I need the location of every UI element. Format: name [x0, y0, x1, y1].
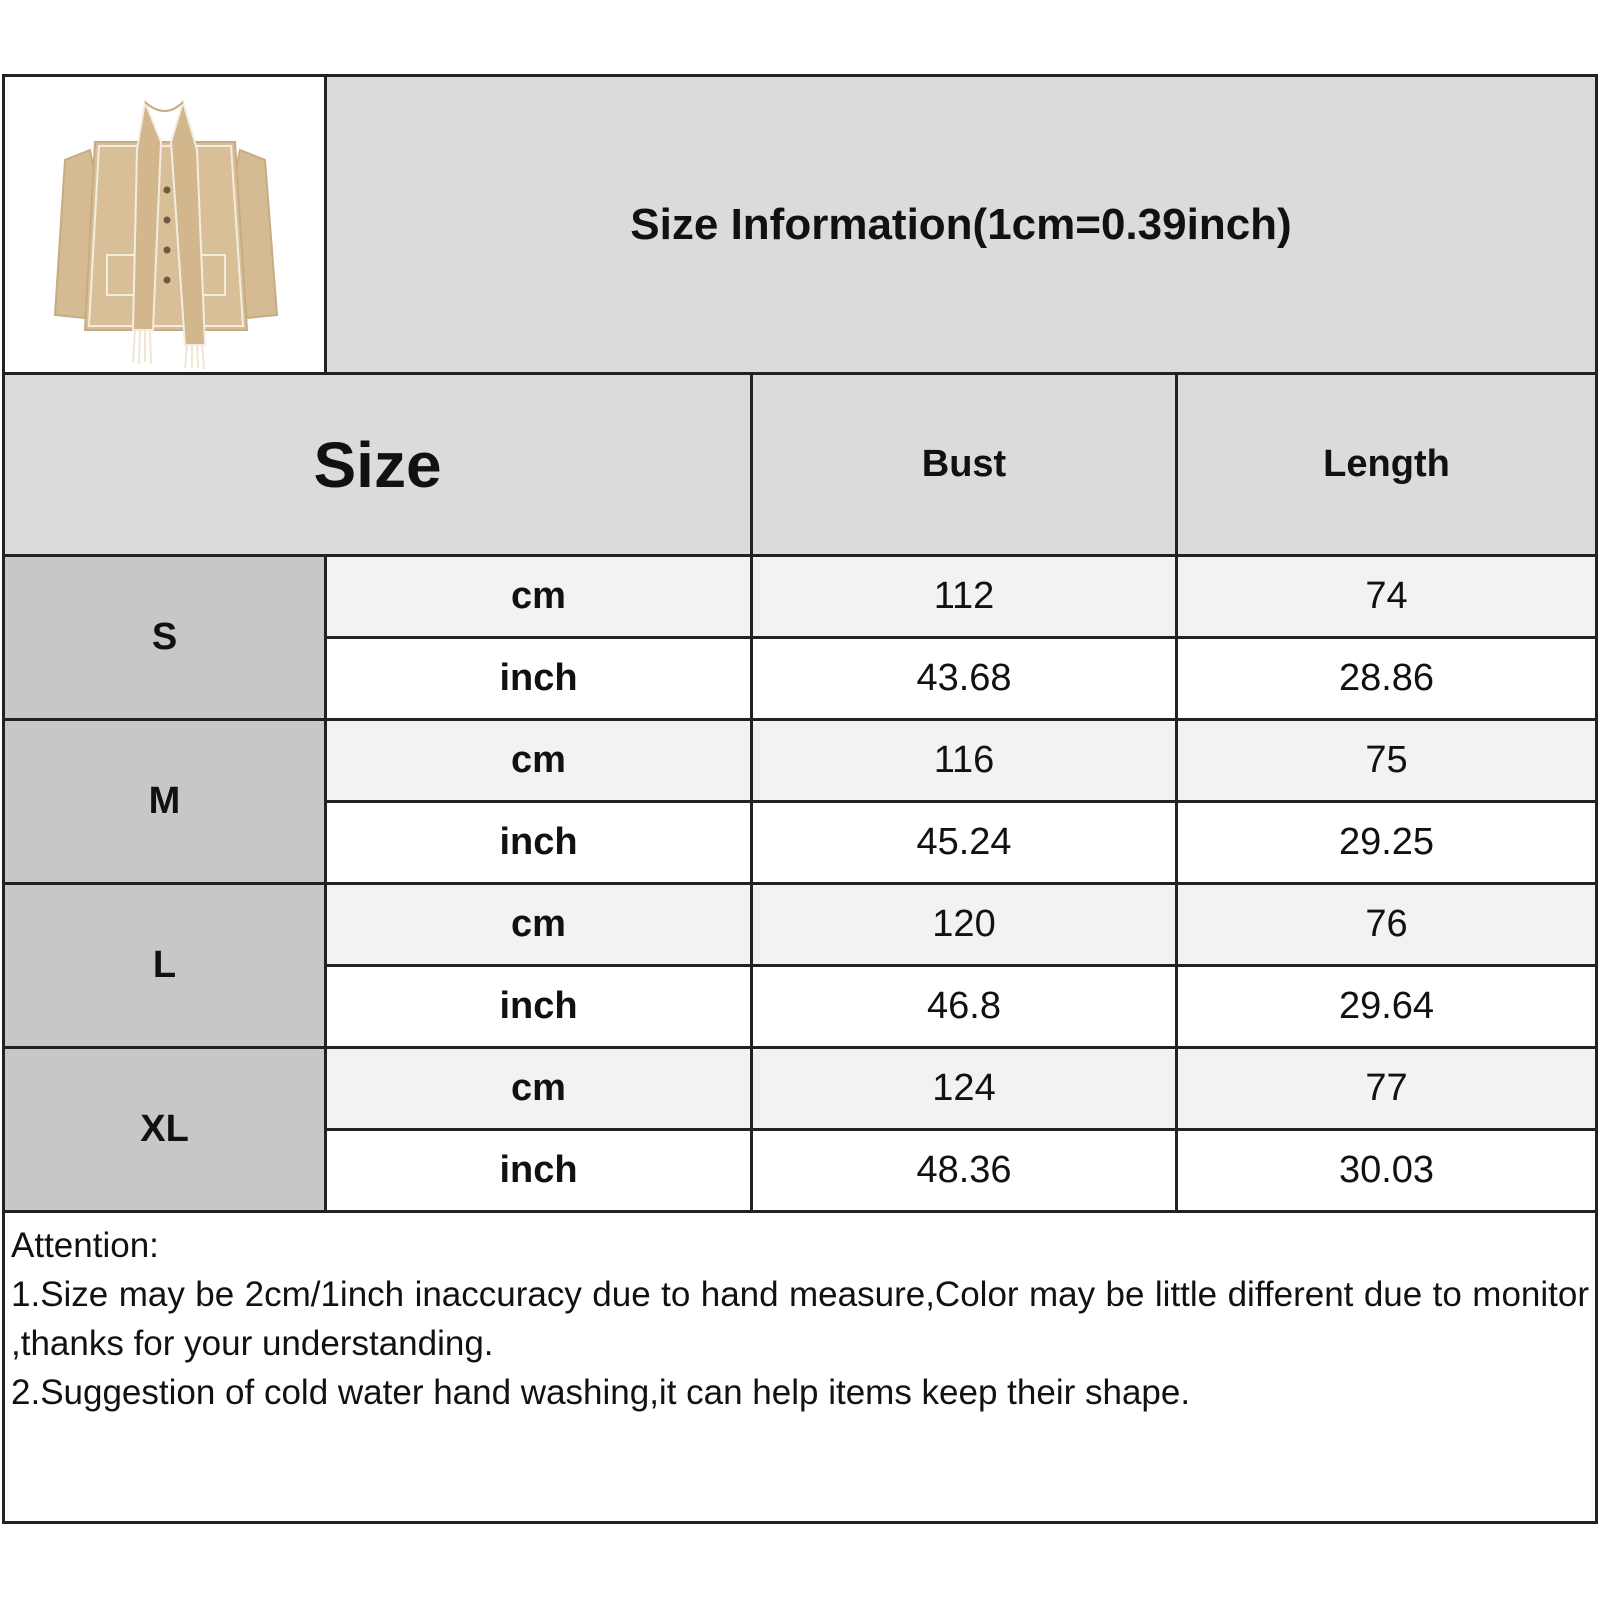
unit-inch: inch	[327, 639, 753, 721]
size-label: M	[5, 721, 327, 885]
unit-inch: inch	[327, 967, 753, 1049]
bust-cm: 112	[753, 557, 1178, 639]
bust-inch: 43.68	[753, 639, 1178, 721]
unit-cm: cm	[327, 721, 753, 803]
size-label: S	[5, 557, 327, 721]
length-inch: 30.03	[1178, 1131, 1595, 1213]
unit-inch: inch	[327, 1131, 753, 1213]
attention-heading: Attention:	[11, 1226, 159, 1265]
bust-inch: 46.8	[753, 967, 1178, 1049]
attention-note-1: 1.Size may be 2cm/1inch inaccuracy due to hand measure,Color may be little different due to monitor ,thanks for your understanding.	[11, 1275, 1589, 1363]
header-size: Size	[5, 375, 753, 557]
product-image	[5, 77, 327, 375]
length-inch: 28.86	[1178, 639, 1595, 721]
length-cm: 77	[1178, 1049, 1595, 1131]
size-label: L	[5, 885, 327, 1049]
unit-cm: cm	[327, 1049, 753, 1131]
chart-title: Size Information(1cm=0.39inch)	[327, 77, 1595, 375]
size-chart	[2, 74, 1598, 1524]
length-cm: 75	[1178, 721, 1595, 803]
unit-inch: inch	[327, 803, 753, 885]
bust-cm: 120	[753, 885, 1178, 967]
bust-cm: 116	[753, 721, 1178, 803]
unit-cm: cm	[327, 885, 753, 967]
bust-inch: 48.36	[753, 1131, 1178, 1213]
length-inch: 29.64	[1178, 967, 1595, 1049]
length-cm: 76	[1178, 885, 1595, 967]
coat-illustration	[15, 80, 315, 370]
header-length: Length	[1178, 375, 1595, 557]
length-cm: 74	[1178, 557, 1595, 639]
size-label: XL	[5, 1049, 327, 1213]
bust-cm: 124	[753, 1049, 1178, 1131]
attention-notes	[5, 1217, 1595, 1421]
length-inch: 29.25	[1178, 803, 1595, 885]
unit-cm: cm	[327, 557, 753, 639]
header-bust: Bust	[753, 375, 1178, 557]
attention-note-2: 2.Suggestion of cold water hand washing,it can help items keep their shape.	[11, 1373, 1191, 1412]
bust-inch: 45.24	[753, 803, 1178, 885]
